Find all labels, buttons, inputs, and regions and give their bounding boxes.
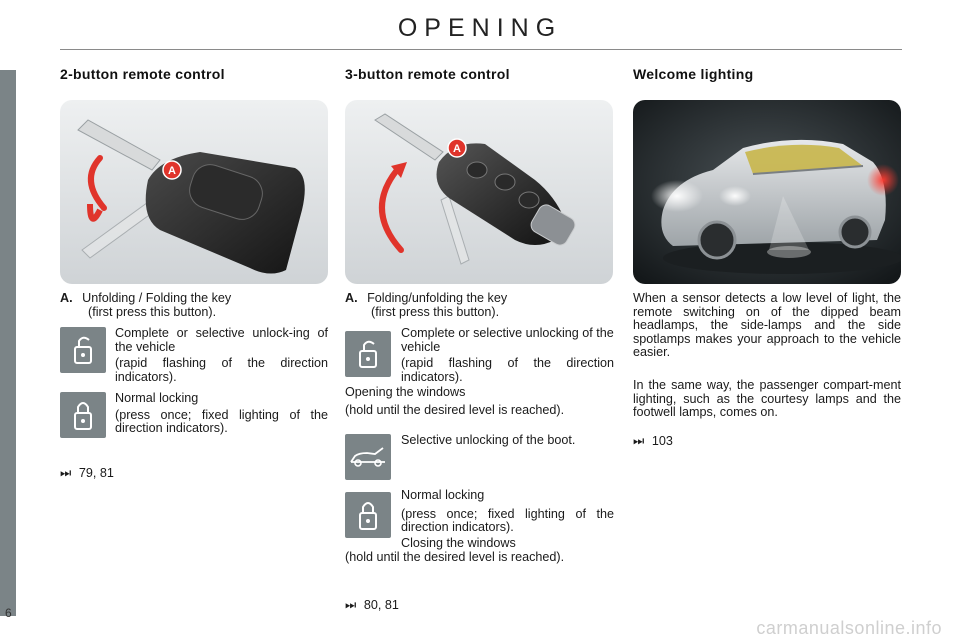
col3-page-ref[interactable] xyxy=(633,434,673,449)
lock-title: Normal locking xyxy=(115,391,199,405)
heading-welcome-lighting: Welcome lighting xyxy=(633,66,754,82)
fast-forward-ref-icon: ⏭ xyxy=(345,598,357,612)
padlock-open-icon xyxy=(60,327,106,373)
unlock-desc: (rapid flashing of the direction indicators). xyxy=(115,356,328,384)
welcome-para-2: In the same way, the passenger compart-ment lighting, such as the courtesy lamps and the footwell lamps, comes on. xyxy=(633,378,901,419)
car-boot-icon xyxy=(345,434,391,480)
col1-page-ref[interactable] xyxy=(60,466,114,481)
col2-button-a xyxy=(345,292,613,319)
unlock-desc: (rapid flashing of the direction indicators). xyxy=(401,356,614,384)
unlock-title: Complete or selective unlocking of the vehicle xyxy=(401,326,614,354)
padlock-closed-icon xyxy=(60,392,106,438)
page-title: OPENING xyxy=(397,14,563,42)
lock-title: Normal locking xyxy=(401,488,485,502)
page-number: 6 xyxy=(5,606,12,620)
col1-button-a xyxy=(60,292,328,319)
ref-pages: 80, 81 xyxy=(363,598,399,612)
fast-forward-ref-icon: ⏭ xyxy=(633,434,645,448)
image-2-button-key xyxy=(60,100,328,284)
svg-text:A: A xyxy=(168,165,176,177)
heading-3-button-remote: 3-button remote control xyxy=(345,66,510,82)
svg-text:A: A xyxy=(453,143,461,155)
fast-forward-ref-icon: ⏭ xyxy=(60,466,72,480)
welcome-para-1: When a sensor detects a low level of light, the remote switching on of the dipped beam headlamps, the side-lamps and the side spotlamps makes your approach to the vehicle easier. xyxy=(633,291,901,359)
col2-page-ref[interactable] xyxy=(345,598,399,613)
page-side-tab xyxy=(0,70,16,616)
unlock-title: Complete or selective unlock-ing of the vehicle xyxy=(115,326,328,354)
button-a-sub: (first press this button). xyxy=(88,304,217,319)
windows-open: Opening the windows xyxy=(345,385,466,399)
ref-pages: 79, 81 xyxy=(78,466,114,480)
windows-close: Closing the windows xyxy=(401,535,516,550)
windows-open-hold: (hold until the desired level is reached). xyxy=(345,402,565,417)
ref-pages: 103 xyxy=(651,434,673,448)
col2-unlock-text xyxy=(401,327,614,384)
boot-text: Selective unlocking of the boot. xyxy=(401,433,576,447)
col1-lock-text xyxy=(115,392,328,436)
title-rule xyxy=(60,49,902,50)
button-a-text: Unfolding / Folding the key xyxy=(82,291,232,305)
lock-desc: (press once; fixed lighting of the direction indicators). xyxy=(115,407,328,435)
heading-2-button-remote: 2-button remote control xyxy=(60,66,225,82)
padlock-open-icon xyxy=(345,331,391,377)
col1-unlock-text xyxy=(115,327,328,384)
label-a: A. xyxy=(60,291,73,305)
image-welcome-lighting-car xyxy=(633,100,901,284)
col2-windows-open xyxy=(345,386,613,417)
watermark: carmanualsonline.info xyxy=(756,618,942,638)
windows-close-hold: (hold until the desired level is reached). xyxy=(345,550,565,564)
button-a-text: Folding/unfolding the key xyxy=(367,291,508,305)
lock-desc: (press once; fixed lighting of the direction indicators). xyxy=(401,506,614,534)
col2-lock-text xyxy=(401,489,614,550)
padlock-closed-icon xyxy=(345,492,391,538)
image-3-button-key xyxy=(345,100,613,284)
button-a-sub: (first press this button). xyxy=(371,304,500,319)
label-a: A. xyxy=(345,291,358,305)
